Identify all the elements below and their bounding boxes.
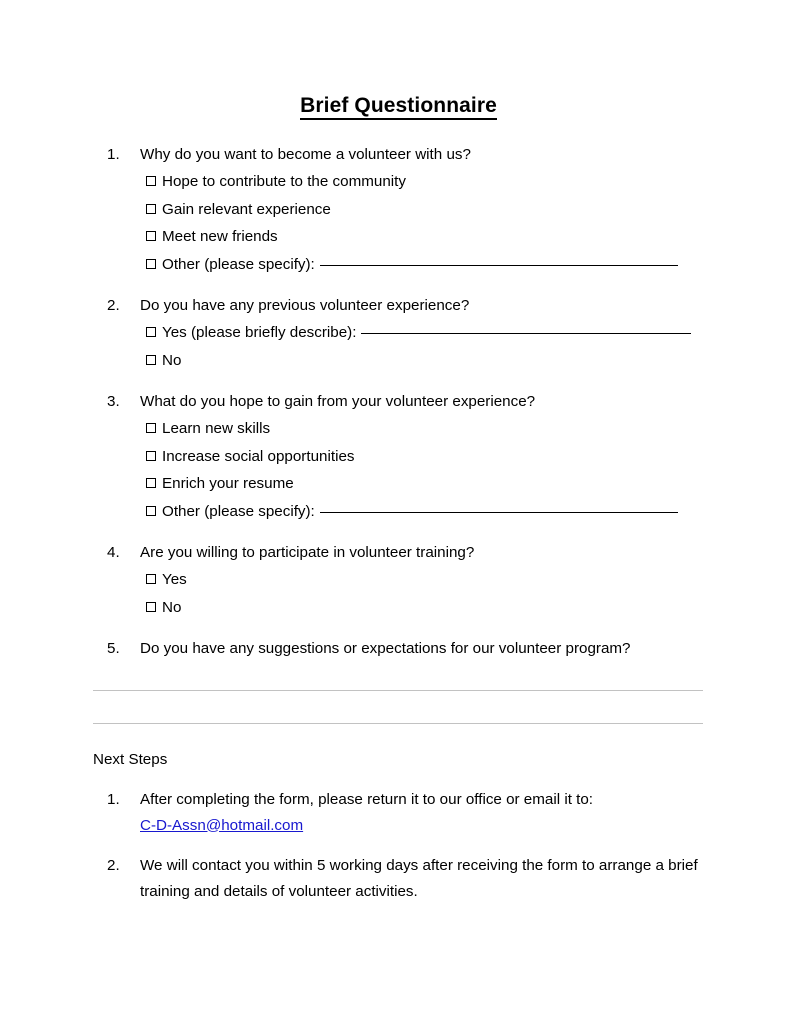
checkbox-option-row[interactable] bbox=[93, 415, 713, 443]
divider-top bbox=[93, 690, 703, 691]
write-in-blank-line[interactable] bbox=[361, 333, 691, 334]
checkbox-option-row[interactable] bbox=[93, 594, 713, 622]
write-in-blank-line[interactable] bbox=[320, 512, 678, 513]
question-label: Do you have any suggestions or expectations for our volunteer program? bbox=[140, 640, 631, 657]
checkbox-icon[interactable] bbox=[146, 327, 156, 337]
checkbox-option-row[interactable] bbox=[93, 443, 713, 471]
checkbox-option-label: Increase social opportunities bbox=[162, 447, 355, 465]
checkbox-option-label: Yes bbox=[162, 571, 187, 588]
question-number: 3. bbox=[107, 393, 120, 410]
checkbox-icon[interactable] bbox=[146, 478, 156, 488]
checkbox-icon[interactable] bbox=[146, 451, 156, 461]
checkbox-option-label: Hope to contribute to the community bbox=[162, 173, 406, 190]
page-title bbox=[0, 94, 797, 118]
question-number: 2. bbox=[107, 297, 120, 314]
question-number: 5. bbox=[107, 640, 120, 657]
checkbox-option-row[interactable] bbox=[93, 498, 713, 526]
next-steps-list bbox=[93, 787, 713, 904]
question-label: What do you hope to gain from your volunteer experience? bbox=[140, 393, 536, 410]
checkbox-icon[interactable] bbox=[146, 259, 156, 269]
checkbox-option-row[interactable] bbox=[93, 168, 713, 196]
checkbox-icon[interactable] bbox=[146, 204, 156, 214]
checkbox-icon[interactable] bbox=[146, 602, 156, 612]
question-number: 4. bbox=[107, 544, 120, 561]
next-step-item bbox=[93, 787, 713, 838]
next-step-text: We will contact you within 5 working days after receiving the form to arrange a brief training and details of volunteer activities. bbox=[140, 857, 698, 900]
checkbox-icon[interactable] bbox=[146, 355, 156, 365]
question-block bbox=[93, 292, 713, 374]
page-title-text: Brief Questionnaire bbox=[300, 94, 497, 120]
checkbox-option-label: Meet new friends bbox=[162, 228, 278, 245]
question-text-row bbox=[93, 141, 713, 168]
question-label: Are you willing to participate in volunteer training? bbox=[140, 544, 475, 561]
checkbox-option-row[interactable] bbox=[93, 347, 713, 375]
question-label: Why do you want to become a volunteer with us? bbox=[140, 146, 471, 163]
checkbox-option-label: Yes (please briefly describe): bbox=[162, 324, 357, 341]
checkbox-option-label: No bbox=[162, 351, 182, 369]
question-label: Do you have any previous volunteer experience? bbox=[140, 297, 470, 314]
checkbox-option-label: Other (please specify): bbox=[162, 255, 315, 273]
question-text-row bbox=[93, 388, 713, 415]
checkbox-option-row[interactable] bbox=[93, 319, 713, 347]
checkbox-option-row[interactable] bbox=[93, 566, 713, 594]
question-block bbox=[93, 539, 713, 621]
checkbox-option-row[interactable] bbox=[93, 470, 713, 498]
next-step-number: 2. bbox=[107, 857, 120, 874]
checkbox-icon[interactable] bbox=[146, 423, 156, 433]
question-block bbox=[93, 141, 713, 278]
checkbox-icon[interactable] bbox=[146, 506, 156, 516]
question-block bbox=[93, 635, 713, 662]
question-text-row bbox=[93, 635, 713, 662]
checkbox-icon[interactable] bbox=[146, 176, 156, 186]
divider-bottom bbox=[93, 723, 703, 724]
email-link[interactable]: C-D-Assn@hotmail.com bbox=[140, 816, 304, 834]
write-in-blank-line[interactable] bbox=[320, 265, 678, 266]
question-block bbox=[93, 388, 713, 525]
next-step-text: After completing the form, please return it to our office or email it to: bbox=[140, 791, 594, 808]
checkbox-option-label: Learn new skills bbox=[162, 420, 271, 437]
checkbox-option-row[interactable] bbox=[93, 251, 713, 279]
checkbox-option-label: Other (please specify): bbox=[162, 502, 315, 520]
question-text-row bbox=[93, 292, 713, 319]
checkbox-option-label: No bbox=[162, 598, 182, 616]
next-step-item bbox=[93, 853, 713, 904]
question-number: 1. bbox=[107, 146, 120, 163]
checkbox-option-row[interactable] bbox=[93, 223, 713, 251]
checkbox-option-row[interactable] bbox=[93, 196, 713, 224]
next-step-number: 1. bbox=[107, 791, 120, 808]
questionnaire-list bbox=[93, 141, 713, 662]
checkbox-option-label: Gain relevant experience bbox=[162, 200, 331, 218]
checkbox-icon[interactable] bbox=[146, 231, 156, 241]
question-text-row bbox=[93, 539, 713, 566]
checkbox-option-label: Enrich your resume bbox=[162, 475, 294, 492]
checkbox-icon[interactable] bbox=[146, 574, 156, 584]
next-steps-heading: Next Steps bbox=[93, 751, 168, 768]
